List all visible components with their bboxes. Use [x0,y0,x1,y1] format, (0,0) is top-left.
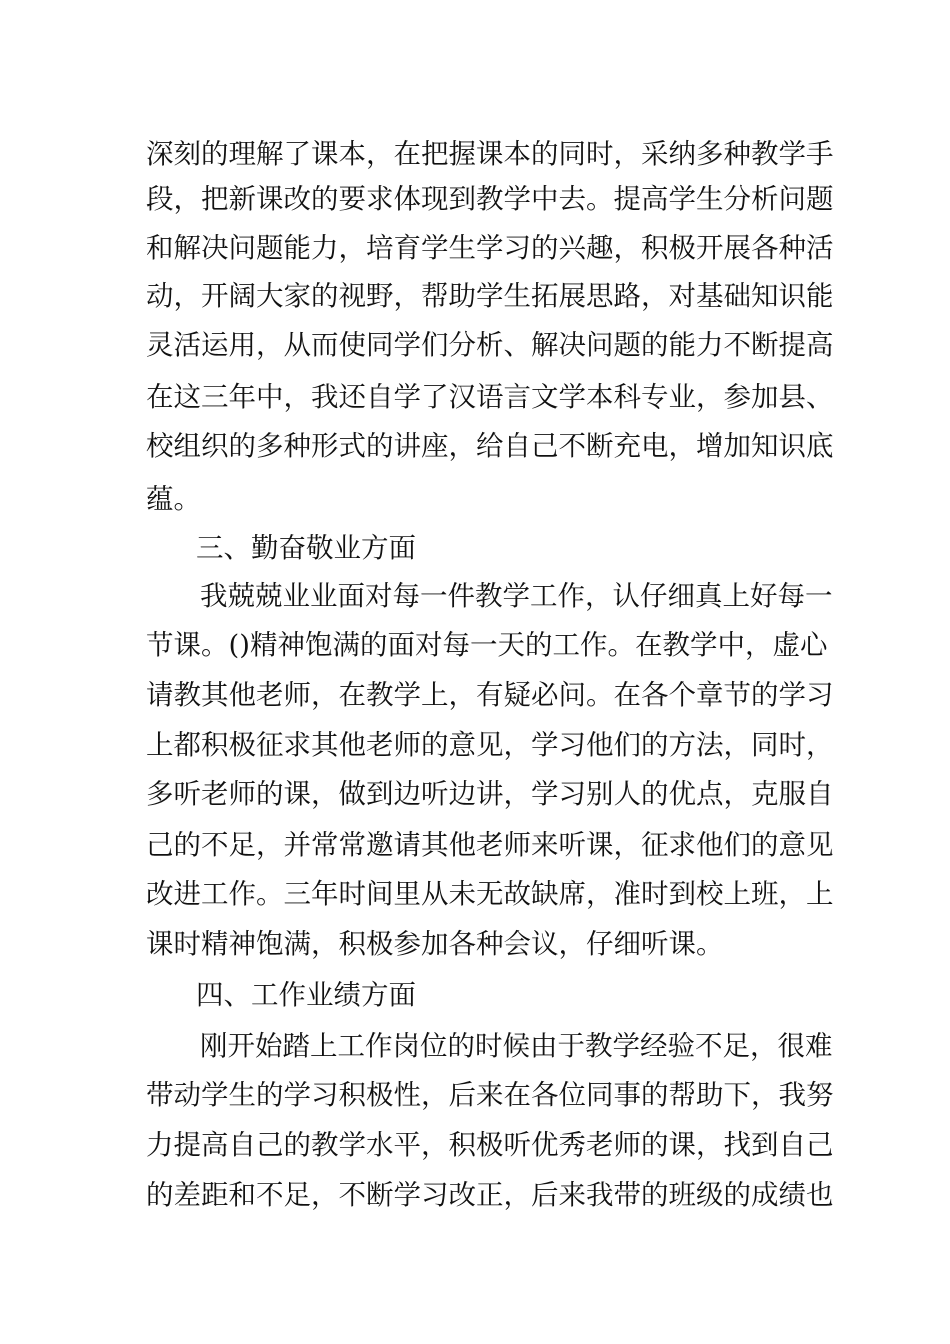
text-line: 课时精神饱满，积极参加各种会议，仔细听课。 [146,928,724,960]
text-line: 带动学生的学习积极性，后来在各位同事的帮助下，我努 [146,1079,834,1111]
text-line: 请教其他老师，在教学上，有疑必问。在各个章节的学习 [146,679,834,711]
text-line: 的差距和不足，不断学习改正，后来我带的班级的成绩也 [146,1179,834,1211]
text-line: 我兢兢业业面对每一件教学工作，认仔细真上好每一 [200,580,833,612]
text-line: 节课。()精神饱满的面对每一天的工作。在教学中，虚心 [146,629,828,661]
text-line: 灵活运用，从而使同学们分析、解决问题的能力不断提高 [146,329,834,361]
text-line: 动，开阔大家的视野，帮助学生拓展思路，对基础知识能 [146,280,834,312]
text-line: 和解决问题能力，培育学生学习的兴趣，积极开展各种活 [146,232,834,264]
text-line: 深刻的理解了课本，在把握课本的同时，采纳多种教学手 [146,138,834,170]
text-line: 己的不足，并常常邀请其他老师来听课，征求他们的意见 [146,829,834,861]
text-line: 力提高自己的教学水平，积极听优秀老师的课，找到自己 [146,1129,834,1161]
text-line: 刚开始踏上工作岗位的时候由于教学经验不足，很难 [200,1030,833,1062]
text-line: 段，把新课改的要求体现到教学中去。提高学生分析问题 [146,183,834,215]
text-line: 改进工作。三年时间里从未无故缺席，准时到校上班，上 [146,878,834,910]
section-heading: 四、工作业绩方面 [196,979,416,1011]
text-line: 多听老师的课，做到边听边讲，学习别人的优点，克服自 [146,778,834,810]
text-line: 蕴。 [146,483,201,515]
text-line: 在这三年中，我还自学了汉语言文学本科专业，参加县、 [146,381,834,413]
text-line: 上都积极征求其他老师的意见，学习他们的方法，同时， [146,729,834,761]
section-heading: 三、勤奋敬业方面 [196,532,416,564]
text-line: 校组织的多种形式的讲座，给自己不断充电，增加知识底 [146,430,834,462]
